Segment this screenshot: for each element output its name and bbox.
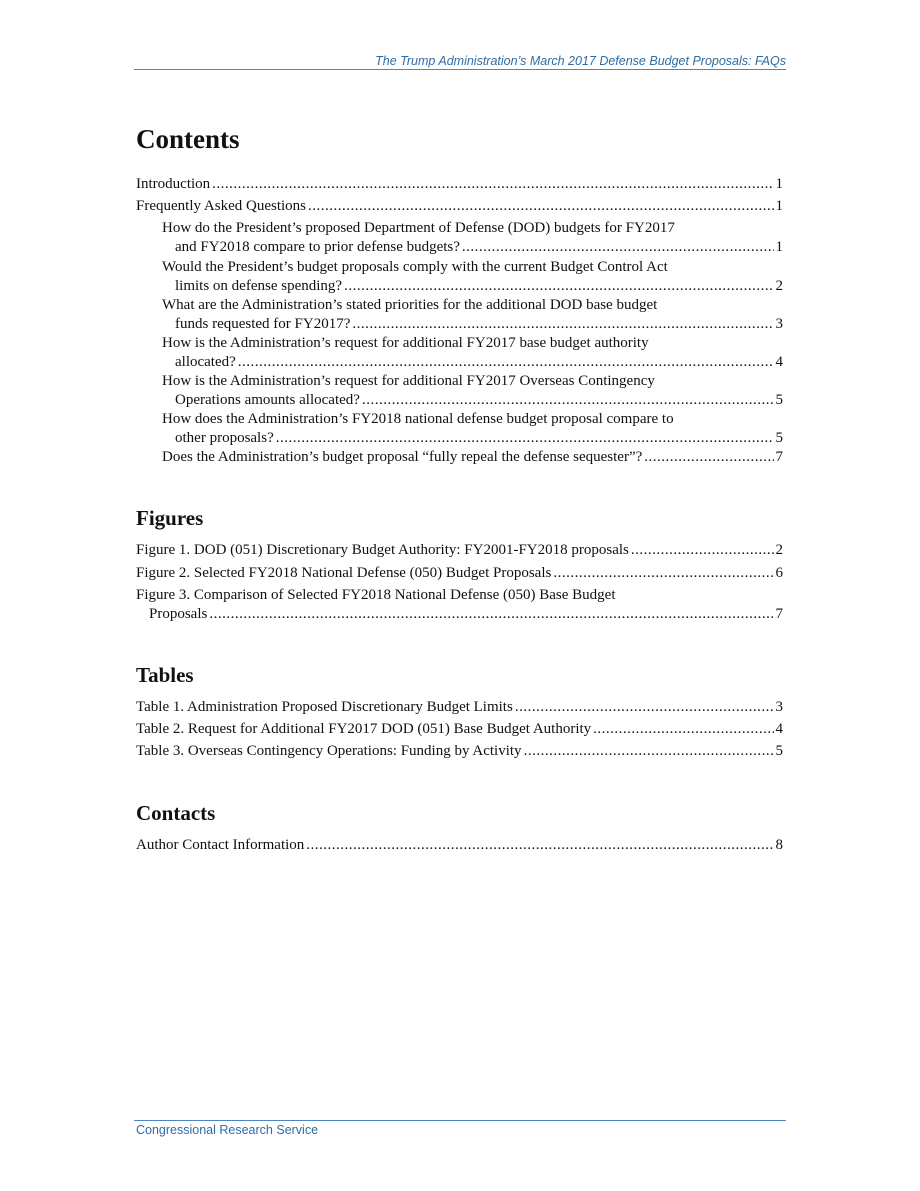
page-number: 2 bbox=[775, 542, 783, 558]
toc-entry-faq[interactable] bbox=[136, 197, 783, 216]
dot-leader bbox=[631, 541, 774, 560]
figure-entry-3[interactable] bbox=[136, 586, 783, 624]
page-number: 3 bbox=[775, 699, 783, 715]
contents-heading: Contents bbox=[136, 124, 240, 154]
dot-leader bbox=[462, 238, 774, 257]
page-number: 5 bbox=[775, 743, 783, 759]
dot-leader bbox=[593, 720, 773, 739]
toc-entry-text: other proposals? bbox=[175, 430, 274, 446]
table-entry-text: Table 2. Request for Additional FY2017 DOD (051) Base Budget Authority bbox=[136, 721, 592, 737]
toc-entry-q2[interactable] bbox=[136, 258, 783, 296]
dot-leader bbox=[308, 197, 774, 216]
page-number: 8 bbox=[775, 837, 783, 853]
toc-entry-text: Operations amounts allocated? bbox=[175, 392, 360, 408]
page-number: 2 bbox=[775, 278, 783, 294]
toc-entry-text: and FY2018 compare to prior defense budgets? bbox=[175, 239, 460, 255]
toc-entry-q5[interactable] bbox=[136, 372, 783, 410]
figure-entry-text: Figure 2. Selected FY2018 National Defense (050) Budget Proposals bbox=[136, 565, 552, 581]
figure-entry-first-line: Figure 3. Comparison of Selected FY2018 National Defense (050) Base Budget bbox=[136, 587, 616, 603]
dot-leader bbox=[352, 315, 773, 334]
contact-entry-text: Author Contact Information bbox=[136, 837, 305, 853]
page-number: 6 bbox=[775, 565, 783, 581]
footer-rule bbox=[134, 1120, 786, 1121]
toc-entry-q7[interactable] bbox=[136, 448, 783, 467]
toc-entry-first-line: How is the Administration’s request for additional FY2017 base budget authority bbox=[162, 335, 649, 351]
table-entry-2[interactable] bbox=[136, 720, 783, 739]
contacts-heading: Contacts bbox=[136, 801, 216, 825]
toc-entry-introduction[interactable] bbox=[136, 175, 783, 194]
table-entry-text: Table 3. Overseas Contingency Operations: Funding by Activity bbox=[136, 743, 522, 759]
dot-leader bbox=[212, 175, 773, 194]
page-number: 4 bbox=[775, 354, 783, 370]
page-number: 7 bbox=[775, 606, 783, 622]
page-number: 1 bbox=[775, 239, 783, 255]
dot-leader bbox=[553, 564, 773, 583]
figure-entry-2[interactable] bbox=[136, 564, 783, 583]
toc-entry-q1[interactable] bbox=[136, 219, 783, 257]
dot-leader bbox=[306, 836, 773, 855]
running-header: The Trump Administration’s March 2017 Defense Budget Proposals: FAQs bbox=[375, 54, 786, 68]
dot-leader bbox=[238, 353, 774, 372]
page-number: 5 bbox=[775, 430, 783, 446]
table-entry-text: Table 1. Administration Proposed Discretionary Budget Limits bbox=[136, 699, 513, 715]
table-entry-3[interactable] bbox=[136, 742, 783, 761]
toc-entry-q6[interactable] bbox=[136, 410, 783, 448]
footer-org: Congressional Research Service bbox=[136, 1123, 319, 1137]
toc-entry-first-line: Would the President’s budget proposals comply with the current Budget Control Act bbox=[162, 259, 668, 275]
dot-leader bbox=[362, 391, 774, 410]
dot-leader bbox=[344, 277, 773, 296]
figures-heading: Figures bbox=[136, 506, 204, 530]
toc-entry-text: funds requested for FY2017? bbox=[175, 316, 351, 332]
toc-entry-q4[interactable] bbox=[136, 334, 783, 372]
dot-leader bbox=[644, 448, 773, 467]
page-number: 5 bbox=[775, 392, 783, 408]
figure-entry-1[interactable] bbox=[136, 541, 783, 560]
page-number: 4 bbox=[775, 721, 783, 737]
toc-entry-q3[interactable] bbox=[136, 296, 783, 334]
toc-entry-text: allocated? bbox=[175, 354, 236, 370]
toc-entry-text: limits on defense spending? bbox=[175, 278, 343, 294]
tables-heading: Tables bbox=[136, 663, 194, 687]
figure-entry-text: Figure 1. DOD (051) Discretionary Budget Authority: FY2001-FY2018 proposals bbox=[136, 542, 629, 558]
toc-entry-first-line: How is the Administration’s request for additional FY2017 Overseas Contingency bbox=[162, 373, 655, 389]
dot-leader bbox=[209, 605, 773, 624]
page-number: 7 bbox=[775, 449, 783, 465]
toc-entry-text: Frequently Asked Questions bbox=[136, 198, 306, 214]
header-rule bbox=[134, 69, 786, 70]
dot-leader bbox=[515, 698, 774, 717]
page-number: 3 bbox=[775, 316, 783, 332]
page-number: 1 bbox=[775, 176, 783, 192]
toc-entry-text: Does the Administration’s budget proposal “fully repeal the defense sequester”? bbox=[162, 449, 643, 465]
toc-entry-first-line: How do the President’s proposed Department of Defense (DOD) budgets for FY2017 bbox=[162, 220, 675, 236]
page-number: 1 bbox=[775, 198, 783, 214]
toc-entry-first-line: What are the Administration’s stated priorities for the additional DOD base budget bbox=[162, 297, 658, 313]
dot-leader bbox=[524, 742, 774, 761]
toc-entry-first-line: How does the Administration’s FY2018 national defense budget proposal compare to bbox=[162, 411, 674, 427]
toc-entry-text: Introduction bbox=[136, 176, 211, 192]
table-entry-1[interactable] bbox=[136, 698, 783, 717]
contact-entry-author[interactable] bbox=[136, 836, 783, 855]
dot-leader bbox=[276, 429, 774, 448]
figure-entry-text: Proposals bbox=[149, 606, 208, 622]
